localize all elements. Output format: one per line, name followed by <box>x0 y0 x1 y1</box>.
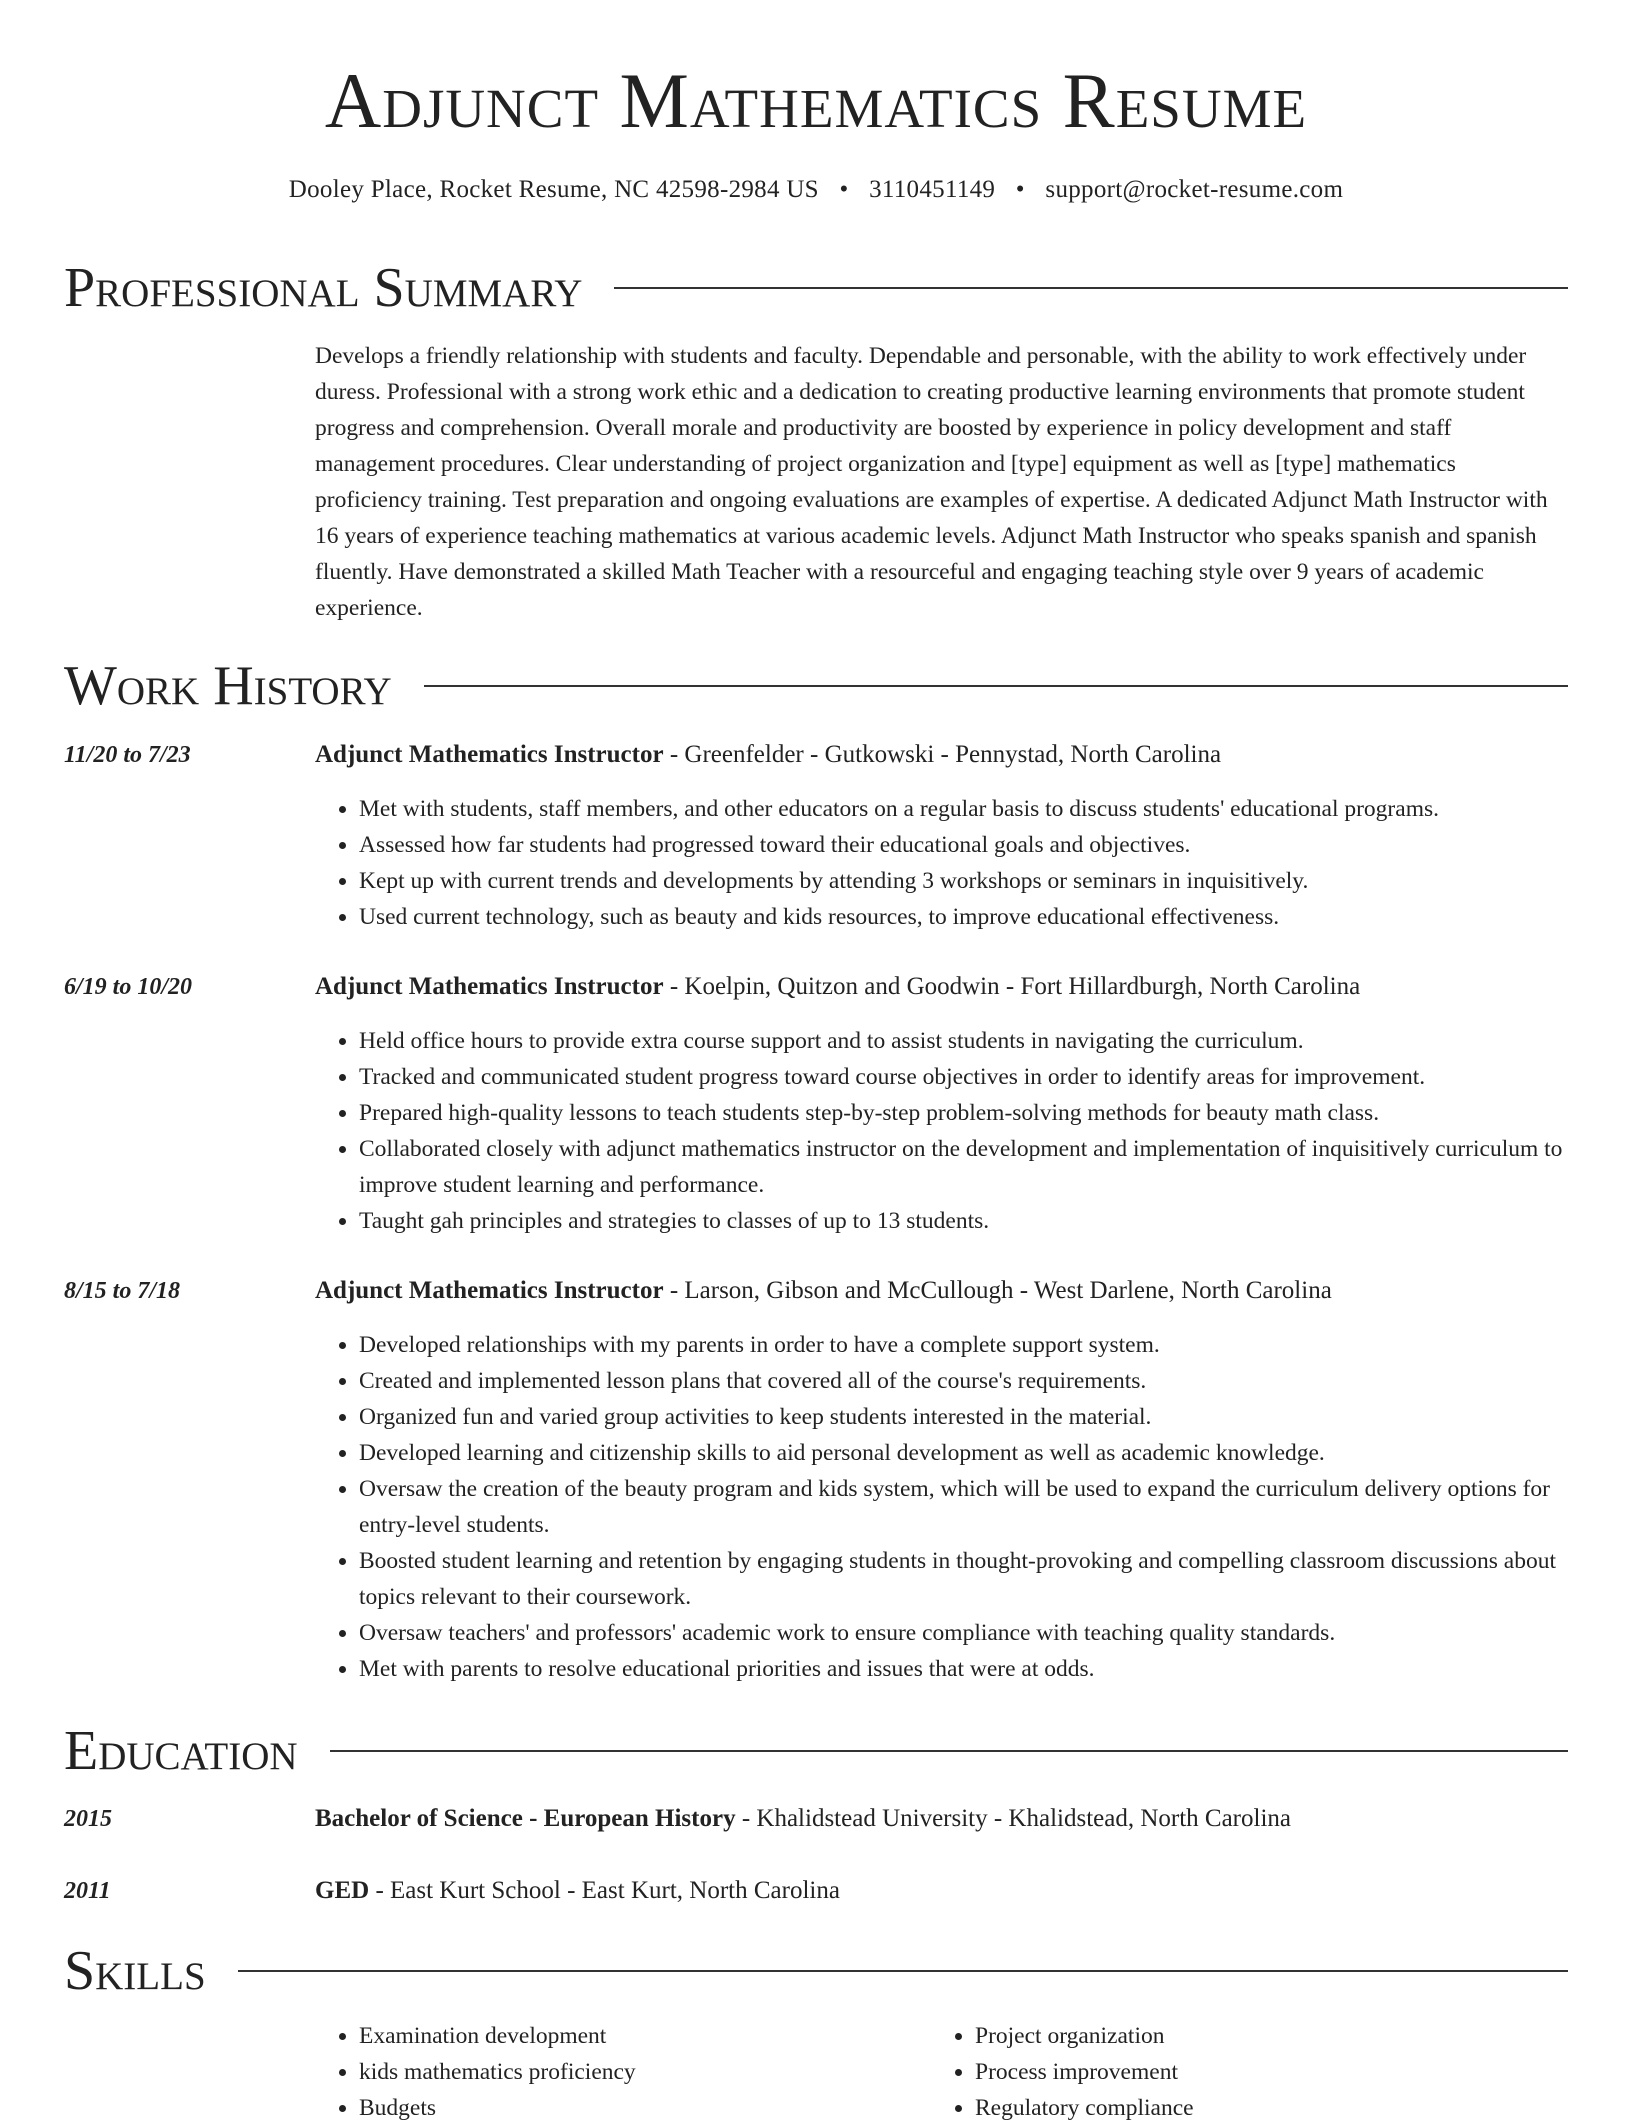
list-item: • Kept up with current trends and developments by attending 3 workshops or seminars in inquisitively. <box>359 863 1568 899</box>
list-item: • Oversaw the creation of the beauty program and kids system, which will be used to expand the curriculum delivery options for entry-level students. <box>359 1471 1568 1543</box>
list-item: • Project organization <box>975 2018 1531 2054</box>
school-location: - East Kurt School - East Kurt, North Carolina <box>369 1877 840 1904</box>
work-bullets <box>315 1023 1568 1239</box>
list-item: • Met with students, staff members, and other educators on a regular basis to discuss students' educational programs. <box>359 791 1568 827</box>
list-item: • Tracked and communicated student progress toward course objectives in order to identify areas for improvement. <box>359 1059 1568 1095</box>
list-item: • Taught gah principles and strategies to classes of up to 13 students. <box>359 1203 1568 1239</box>
list-item: • Collaborated closely with adjunct mathematics instructor on the development and implementation of inquisitively curriculum to improve student learning and performance. <box>359 1131 1568 1203</box>
list-item: • Process improvement <box>975 2054 1531 2090</box>
list-item: • Oversaw teachers' and professors' academic work to ensure compliance with teaching quality standards. <box>359 1615 1568 1651</box>
contact-separator: • <box>1015 176 1025 203</box>
section-header-education <box>64 1720 1568 1782</box>
work-date: 8/15 to 7/18 <box>64 1278 181 1304</box>
work-headline <box>315 969 1568 1005</box>
section-divider <box>424 685 1568 687</box>
email: support@rocket-resume.com <box>1045 176 1344 203</box>
degree: Bachelor of Science - European History <box>315 1805 736 1832</box>
degree: GED <box>315 1877 370 1904</box>
list-item: • Used current technology, such as beauty and kids resources, to improve educational effectiveness. <box>359 899 1568 935</box>
list-item: • Created and implemented lesson plans that covered all of the course's requirements. <box>359 1363 1568 1399</box>
employer-location: - Koelpin, Quitzon and Goodwin - Fort Hillardburgh, North Carolina <box>663 973 1361 1000</box>
contact-separator: • <box>839 176 849 203</box>
education-headline <box>315 1873 1568 1909</box>
work-bullets <box>315 791 1568 935</box>
work-date: 11/20 to 7/23 <box>64 742 191 768</box>
address: Dooley Place, Rocket Resume, NC 42598-2984 US <box>288 176 819 203</box>
list-item: • Developed relationships with my parents in order to have a complete support system. <box>359 1327 1568 1363</box>
list-item: • Boosted student learning and retention by engaging students in thought-provoking and compelling classroom discussions about topics relevant to their coursework. <box>359 1543 1568 1615</box>
skills-column-right <box>931 2018 1531 2126</box>
education-headline <box>315 1801 1568 1837</box>
section-header-summary <box>64 257 1568 319</box>
section-title: Education <box>64 1720 298 1782</box>
section-title: Professional Summary <box>64 257 583 319</box>
phone: 3110451149 <box>869 176 996 203</box>
work-bullets <box>315 1327 1568 1687</box>
list-item: • Prepared high-quality lessons to teach students step-by-step problem-solving methods for beauty math class. <box>359 1095 1568 1131</box>
section-header-work <box>64 655 1568 717</box>
job-title: Adjunct Mathematics Instructor <box>315 973 664 1000</box>
section-divider <box>614 287 1568 289</box>
list-item: • Examination development <box>359 2018 915 2054</box>
list-item: • Held office hours to provide extra course support and to assist students in navigating the curriculum. <box>359 1023 1568 1059</box>
skills-list <box>931 2018 1531 2126</box>
education-date: 2015 <box>64 1806 112 1832</box>
work-headline <box>315 737 1568 773</box>
skills-column-left <box>315 2018 915 2126</box>
employer-location: - Greenfelder - Gutkowski - Pennystad, North Carolina <box>663 741 1222 768</box>
section-divider <box>330 1750 1568 1752</box>
section-header-skills <box>64 1940 1568 2002</box>
section-title: Work History <box>64 655 392 717</box>
employer-location: - Larson, Gibson and McCullough - West Darlene, North Carolina <box>663 1277 1332 1304</box>
job-title: Adjunct Mathematics Instructor <box>315 741 664 768</box>
list-item: • Regulatory compliance <box>975 2090 1531 2126</box>
skills-list <box>315 2018 915 2126</box>
work-headline <box>315 1273 1568 1309</box>
section-title: Skills <box>64 1940 206 2002</box>
work-date: 6/19 to 10/20 <box>64 974 193 1000</box>
list-item: • Developed learning and citizenship skills to aid personal development as well as academic knowledge. <box>359 1435 1568 1471</box>
list-item: • Met with parents to resolve educational priorities and issues that were at odds. <box>359 1651 1568 1687</box>
section-divider <box>238 1970 1568 1972</box>
list-item: • Organized fun and varied group activities to keep students interested in the material. <box>359 1399 1568 1435</box>
education-date: 2011 <box>64 1878 111 1904</box>
list-item: • Assessed how far students had progressed toward their educational goals and objectives. <box>359 827 1568 863</box>
summary-text: Develops a friendly relationship with students and faculty. Dependable and personable, with the ability to work effectively under duress. Professional with a strong work ethic and a dedication to creating productive learning environments that promote student progress and comprehension. Overall morale and productivity are boosted by experience in policy development and staff management procedures. Clear understanding of project organization and [type] equipment as well as [type] mathematics proficiency training. Test preparation and ongoing evaluations are examples of expertise. A dedicated Adjunct Math Instructor with 16 years of experience teaching mathematics at various academic levels. Adjunct Math Instructor who speaks spanish and spanish fluently. Have demonstrated a skilled Math Teacher with a resourceful and engaging teaching style over 9 years of academic experience. <box>315 343 1548 621</box>
list-item: • kids mathematics proficiency <box>359 2054 915 2090</box>
list-item: • Budgets <box>359 2090 915 2126</box>
resume-title: Adjunct Mathematics Resume <box>324 57 1308 144</box>
contact-line <box>0 176 1632 204</box>
school-location: - Khalidstead University - Khalidstead, North Carolina <box>735 1805 1291 1832</box>
job-title: Adjunct Mathematics Instructor <box>315 1277 664 1304</box>
